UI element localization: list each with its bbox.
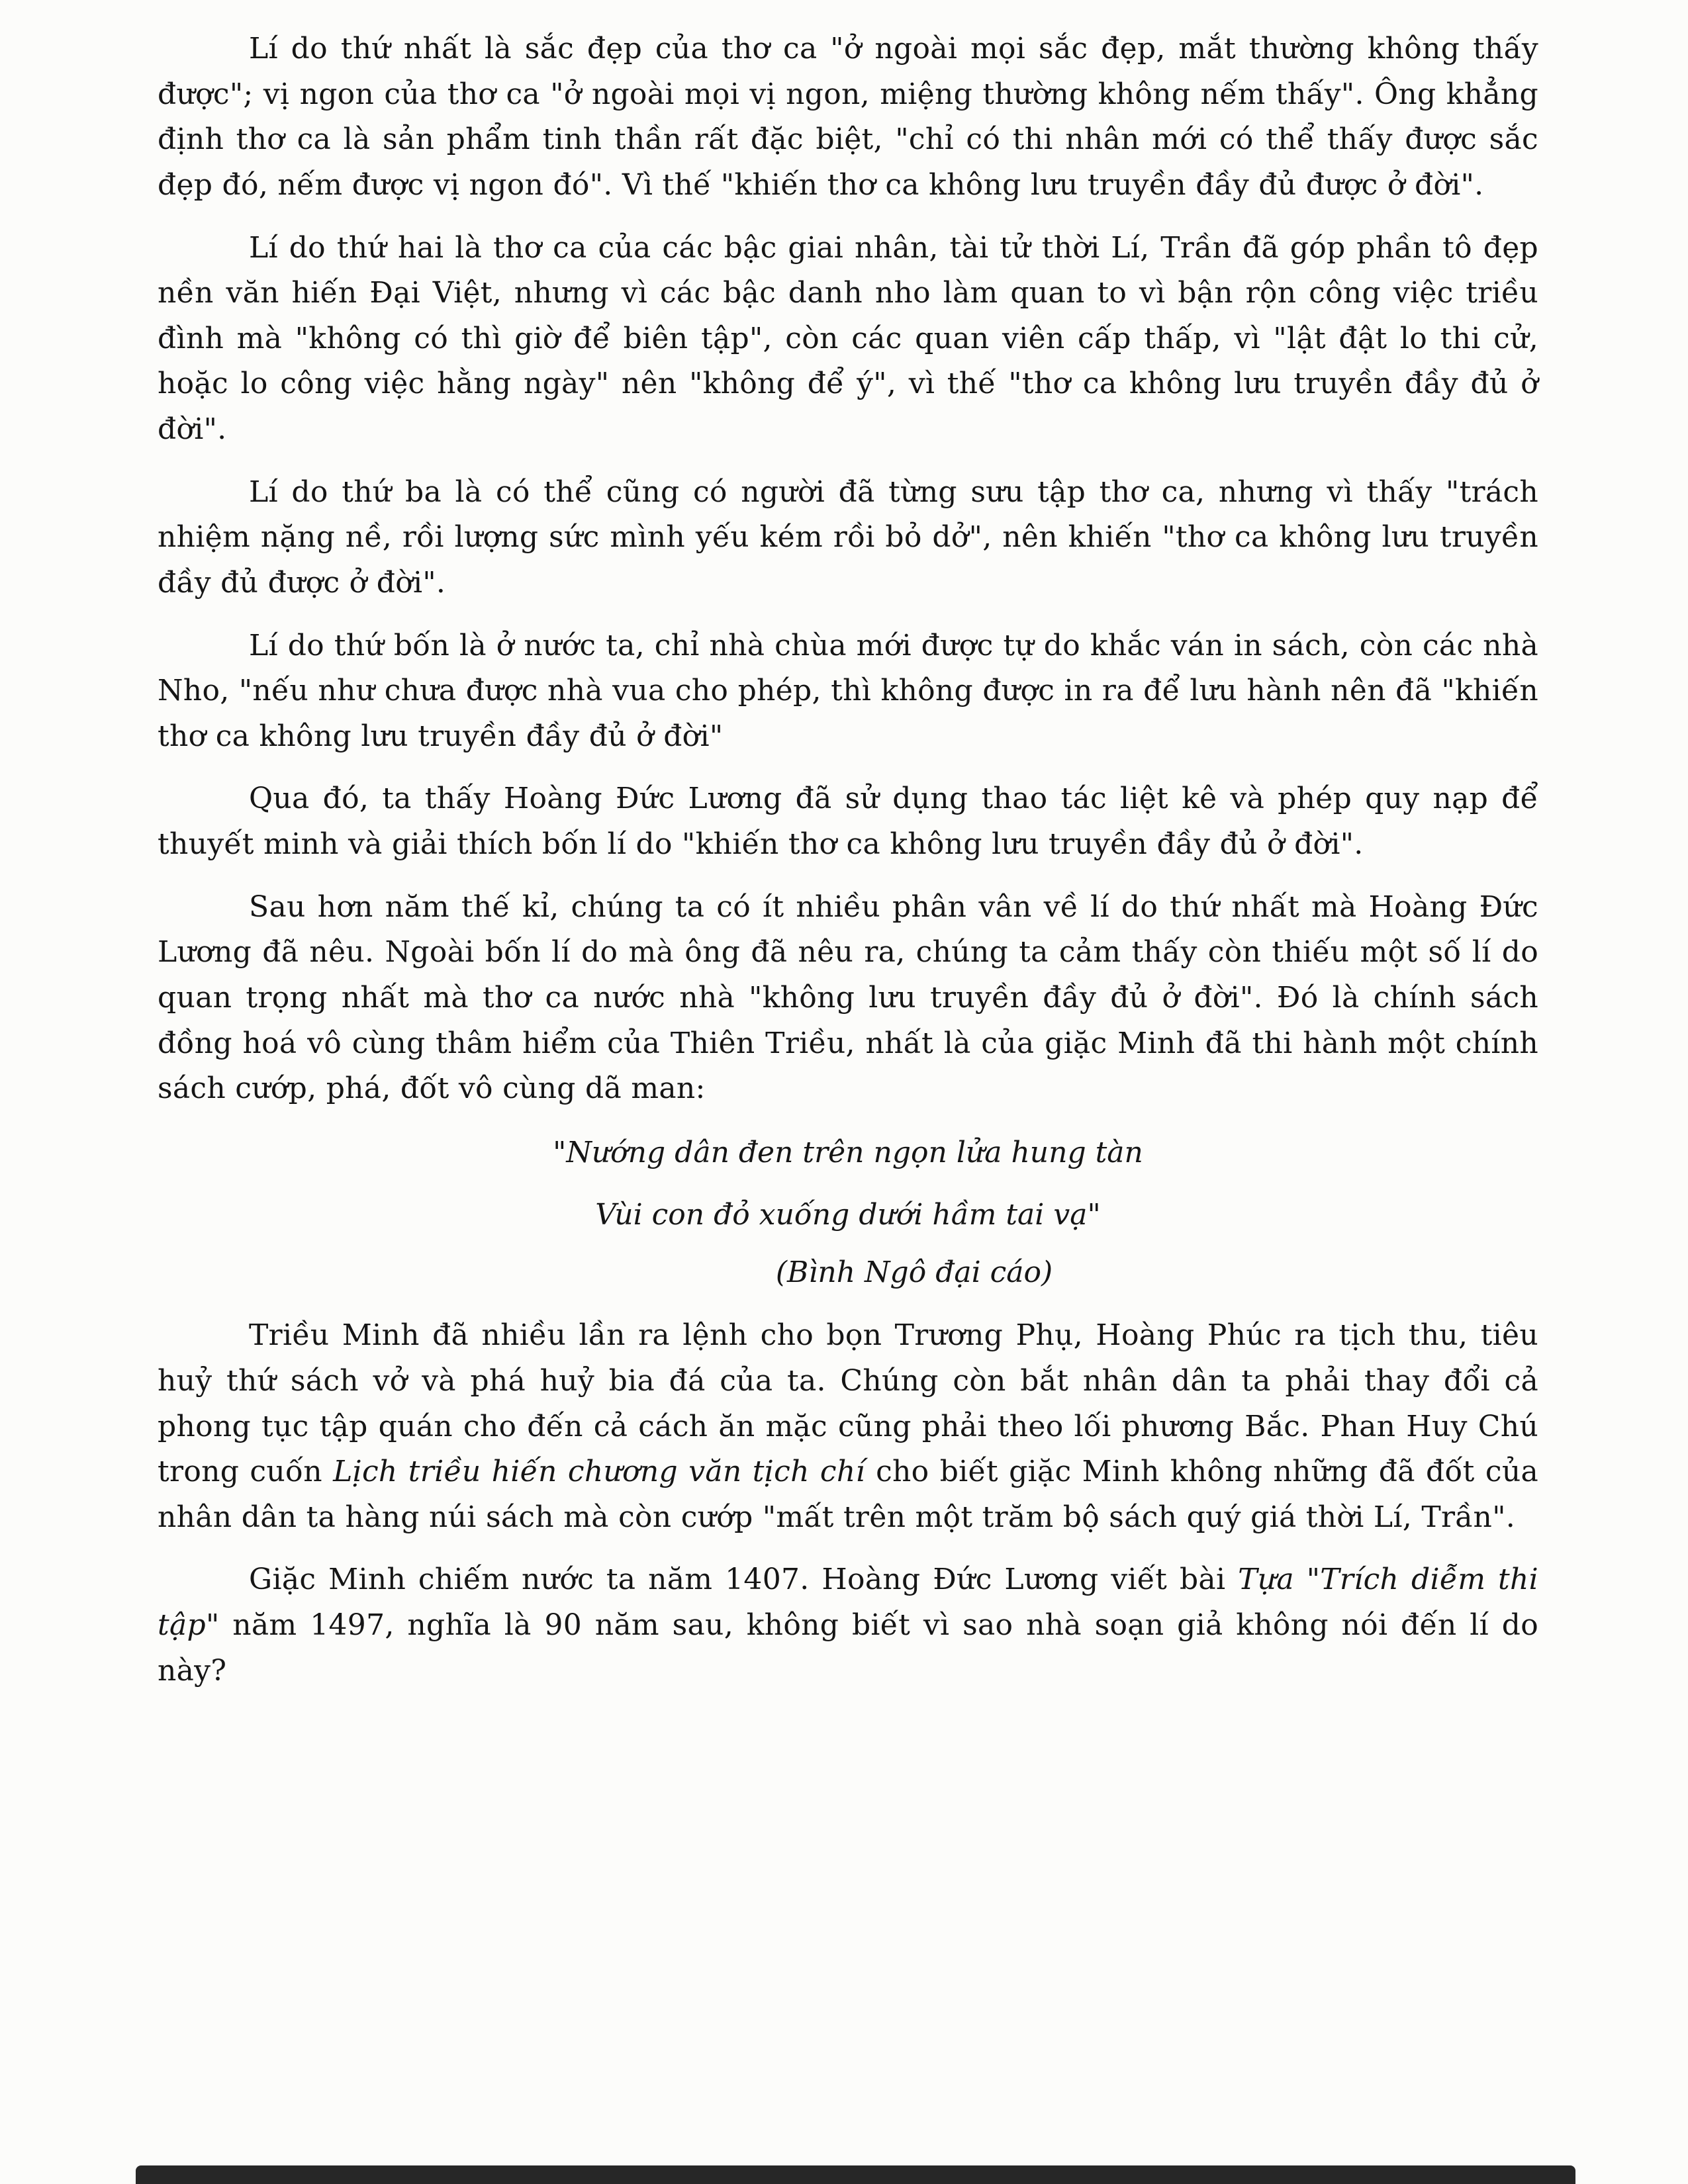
book-title-trich-diem-thi-tap: Tựa "Trích diễm thi tập" [158,1563,1538,1643]
verse-quote [158,1132,1538,1236]
paragraph-ming-policy-text-a: Triều Minh đã nhiều lần ra lệnh cho bọn Trương Phụ, Hoàng Phúc ra tịch thu, tiêu huỷ thứ sách vở và phá huỷ bia đá của ta. Chúng còn bắt nhân dân ta phải thay đổi cả phong tục tập quán cho đến cả cách ăn mặc cũng phải theo lối phương Bắc. Phan Huy Chú trong cuốn [158,1318,1538,1489]
book-title-lich-trieu-hien-chuong: Lịch triều hiến chương văn tịch chí [333,1455,865,1489]
paragraph-ming-policy-text-b: cho biết giặc Minh không những đã đốt của nhân dân ta hàng núi sách mà còn cướp "mất trên một trăm bộ sách quý giá thời Lí, Trần". [158,1455,1538,1534]
paragraph-ming-policy [158,1313,1538,1540]
paragraph-reason-3: Lí do thứ ba là có thể cũng có người đã từng sưu tập thơ ca, nhưng vì thấy "trách nhiệm nặng nề, rồi lượng sức mình yếu kém rồi bỏ dở", nên khiến "thơ ca không lưu truyền đầy đủ được ở đời". [158,475,1538,600]
paragraph-reason-2: Lí do thứ hai là thơ ca của các bậc giai nhân, tài tử thời Lí, Trần đã góp phần tô đẹp nền văn hiến Đại Việt, nhưng vì các bậc danh nho làm quan to vì bận rộn công việc triều đình mà "không có thì giờ để biên tập", còn các quan viên cấp thấp, vì "lật đật lo thi cử, hoặc lo công việc hằng ngày" nên "không để ý", vì thế "thơ ca không lưu truyền đầy đủ ở đời". [158,230,1538,446]
paragraph-reason-1: Lí do thứ nhất là sắc đẹp của thơ ca "ở ngoài mọi sắc đẹp, mắt thường không thấy được"; vị ngon của thơ ca "ở ngoài mọi vị ngon, miệng thường không nếm thấy". Ông khẳng định thơ ca là sản phẩm tinh thần rất đặc biệt, "chỉ có thi nhân mới có thể thấy được sắc đẹp đó, nếm được vị ngon đó". Vì thế "khiến thơ ca không lưu truyền đầy đủ được ở đời". [158,32,1538,202]
paragraph-summary: Qua đó, ta thấy Hoàng Đức Lương đã sử dụng thao tác liệt kê và phép quy nạp để thuyết minh và giải thích bốn lí do "khiến thơ ca không lưu truyền đầy đủ ở đời". [158,782,1538,861]
paragraph-closing-question-text-b: năm 1497, nghĩa là 90 năm sau, không biết vì sao nhà soạn giả không nói đến lí do này? [158,1608,1538,1688]
paragraph-closing-question [158,1557,1538,1694]
verse-quote-line-1: "Nướng dân đen trên ngọn lửa hung tàn [553,1135,1143,1169]
paragraph-reason-4: Lí do thứ bốn là ở nước ta, chỉ nhà chùa mới được tự do khắc ván in sách, còn các nhà Nho, "nếu như chưa được nhà vua cho phép, thì không được in ra để lưu hành nên đã "khiến thơ ca không lưu truyền đầy đủ ở đời" [158,628,1538,753]
verse-quote-attribution: (Bình Ngô đại cáo) [775,1255,1053,1290]
verse-quote-line-2: Vùi con đỏ xuống dưới hầm tai vạ" [595,1197,1101,1232]
paragraph-closing-question-text-a: Giặc Minh chiếm nước ta năm 1407. Hoàng Đức Lương viết bài [249,1563,1239,1597]
verse-quote-attribution-row [158,1255,1538,1289]
scan-edge-artifact-bar [136,2165,1575,2184]
page-text-block [158,26,1538,1711]
paragraph-commentary: Sau hơn năm thế kỉ, chúng ta có ít nhiều phân vân về lí do thứ nhất mà Hoàng Đức Lương đã nêu. Ngoài bốn lí do mà ông đã nêu ra, chúng ta cảm thấy còn thiếu một số lí do quan trọng nhất mà thơ ca nước nhà "không lưu truyền đầy đủ ở đời". Đó là chính sách đồng hoá vô cùng thâm hiểm của Thiên Triều, nhất là của giặc Minh đã thi hành một chính sách cướp, phá, đốt vô cùng dã man: [158,889,1538,1106]
